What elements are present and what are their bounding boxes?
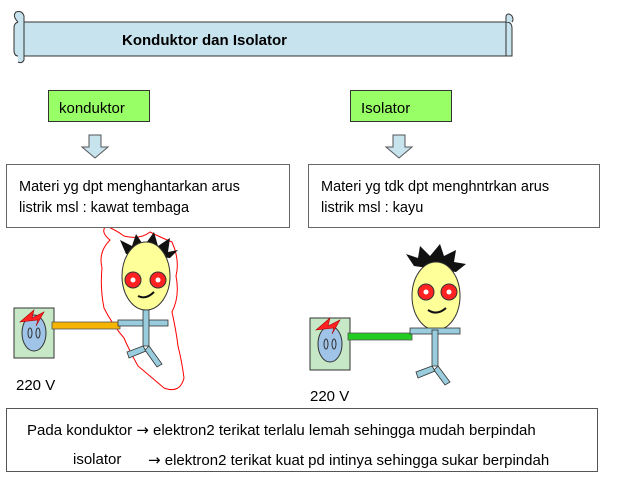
voltage-label-left: 220 V <box>16 377 56 394</box>
label-isolator-text: Isolator <box>361 100 411 117</box>
summary-text: elektron2 terikat kuat pd intinya sehingga sukar berpindah <box>164 452 550 469</box>
label-konduktor <box>48 90 150 122</box>
summary-subject: Pada konduktor <box>27 422 133 439</box>
summary-subject: isolator <box>73 451 122 468</box>
summary-line-konduktor <box>27 421 536 439</box>
copper-wire <box>52 322 120 329</box>
summary-line-isolator <box>148 451 549 469</box>
definition-line: listrik msl : kayu <box>321 200 424 216</box>
power-socket-left <box>14 308 54 358</box>
summary-text: elektron2 terikat terlalu lemah sehingga mudah berpindah <box>153 422 536 439</box>
insulated-wire <box>348 333 412 340</box>
down-arrow-icon-left <box>82 135 108 158</box>
label-isolator <box>350 90 452 122</box>
definition-line: Materi yg tdk dpt menghntrkan arus <box>321 179 550 195</box>
definition-box-isolator <box>308 164 600 228</box>
right-arrow-icon: → <box>136 421 149 439</box>
stick-figure-insulator <box>406 244 466 385</box>
right-arrow-icon: → <box>148 451 161 469</box>
summary-box <box>6 408 598 472</box>
voltage-label-right: 220 V <box>310 388 350 405</box>
page-title: Konduktor dan Isolator <box>122 32 287 49</box>
label-konduktor-text: konduktor <box>59 100 125 117</box>
down-arrow-icon-right <box>386 135 412 158</box>
definition-line: listrik msl : kawat tembaga <box>19 200 190 216</box>
stick-figure-conductor <box>118 232 178 367</box>
definition-box-konduktor <box>6 164 290 228</box>
definition-line: Materi yg dpt menghantarkan arus <box>19 179 240 195</box>
